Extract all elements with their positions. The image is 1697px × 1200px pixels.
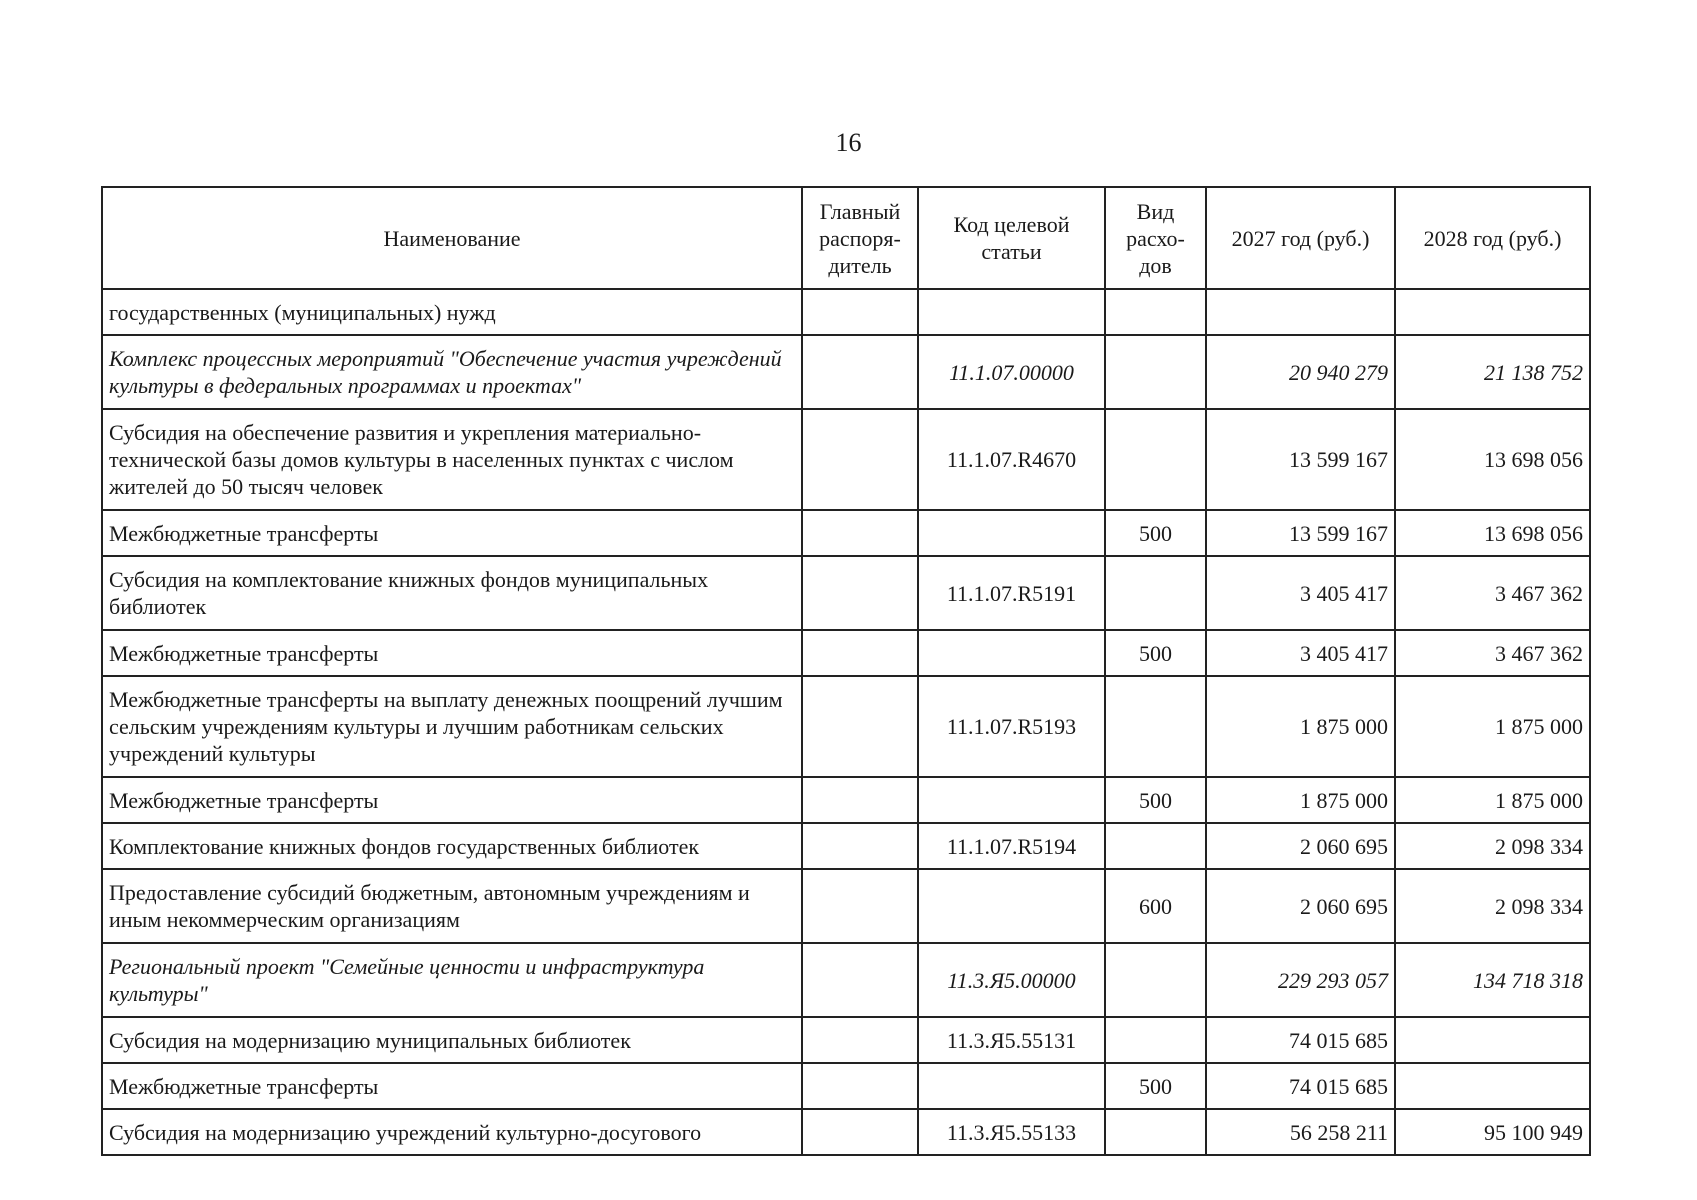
table-row	[102, 1063, 1590, 1109]
cell-name: Межбюджетные трансферты на выплату денежных поощрений лучшим сельским учреждениям культуры и лучшим работникам сельских учреждений культуры	[102, 676, 802, 777]
header-2028: 2028 год (руб.)	[1395, 187, 1590, 289]
cell-kind	[1105, 335, 1206, 409]
cell-2028: 21 138 752	[1395, 335, 1590, 409]
cell-kind	[1105, 409, 1206, 510]
cell-kind	[1105, 1109, 1206, 1155]
table-row	[102, 335, 1590, 409]
cell-manager	[802, 289, 918, 335]
table-row	[102, 289, 1590, 335]
cell-2027: 56 258 211	[1206, 1109, 1395, 1155]
cell-name: Субсидия на модернизацию муниципальных библиотек	[102, 1017, 802, 1063]
cell-2027: 20 940 279	[1206, 335, 1395, 409]
cell-2027: 3 405 417	[1206, 630, 1395, 676]
table-row	[102, 676, 1590, 777]
cell-manager	[802, 777, 918, 823]
cell-name: Межбюджетные трансферты	[102, 1063, 802, 1109]
cell-name: государственных (муниципальных) нужд	[102, 289, 802, 335]
table-row	[102, 777, 1590, 823]
cell-2027: 13 599 167	[1206, 409, 1395, 510]
table-row	[102, 1017, 1590, 1063]
header-2027: 2027 год (руб.)	[1206, 187, 1395, 289]
header-code: Код целевой статьи	[918, 187, 1105, 289]
cell-kind	[1105, 289, 1206, 335]
cell-name: Субсидия на комплектование книжных фондов муниципальных библиотек	[102, 556, 802, 630]
cell-2028: 95 100 949	[1395, 1109, 1590, 1155]
cell-name: Межбюджетные трансферты	[102, 510, 802, 556]
cell-manager	[802, 1063, 918, 1109]
cell-2028: 1 875 000	[1395, 777, 1590, 823]
cell-2027: 74 015 685	[1206, 1017, 1395, 1063]
cell-2027: 1 875 000	[1206, 777, 1395, 823]
cell-manager	[802, 510, 918, 556]
cell-2027	[1206, 289, 1395, 335]
cell-2027: 3 405 417	[1206, 556, 1395, 630]
cell-manager	[802, 409, 918, 510]
cell-code: 11.3.Я5.55131	[918, 1017, 1105, 1063]
cell-2028: 13 698 056	[1395, 409, 1590, 510]
cell-name: Межбюджетные трансферты	[102, 777, 802, 823]
cell-2028: 3 467 362	[1395, 556, 1590, 630]
header-name: Наименование	[102, 187, 802, 289]
header-kind: Вид расхо-дов	[1105, 187, 1206, 289]
cell-kind: 600	[1105, 869, 1206, 943]
cell-code: 11.1.07.R5194	[918, 823, 1105, 869]
page-number: 16	[835, 128, 862, 157]
table-row	[102, 823, 1590, 869]
cell-code	[918, 869, 1105, 943]
cell-kind: 500	[1105, 630, 1206, 676]
cell-2028	[1395, 1063, 1590, 1109]
cell-2028: 2 098 334	[1395, 823, 1590, 869]
cell-name: Межбюджетные трансферты	[102, 630, 802, 676]
cell-name: Комплектование книжных фондов государственных библиотек	[102, 823, 802, 869]
cell-manager	[802, 1109, 918, 1155]
cell-manager	[802, 335, 918, 409]
cell-name: Региональный проект "Семейные ценности и инфраструктура культуры"	[102, 943, 802, 1017]
cell-2028: 2 098 334	[1395, 869, 1590, 943]
cell-2027: 74 015 685	[1206, 1063, 1395, 1109]
cell-manager	[802, 869, 918, 943]
cell-kind: 500	[1105, 510, 1206, 556]
cell-kind	[1105, 823, 1206, 869]
cell-2027: 1 875 000	[1206, 676, 1395, 777]
cell-code: 11.3.Я5.55133	[918, 1109, 1105, 1155]
cell-code	[918, 630, 1105, 676]
cell-manager	[802, 556, 918, 630]
cell-name: Субсидия на модернизацию учреждений культурно-досугового	[102, 1109, 802, 1155]
cell-kind: 500	[1105, 1063, 1206, 1109]
cell-code: 11.1.07.00000	[918, 335, 1105, 409]
cell-code	[918, 777, 1105, 823]
table-row	[102, 630, 1590, 676]
table-row	[102, 510, 1590, 556]
table-row	[102, 409, 1590, 510]
cell-name: Комплекс процессных мероприятий "Обеспечение участия учреждений культуры в федеральных программах и проектах"	[102, 335, 802, 409]
header-manager: Главный распоря-дитель	[802, 187, 918, 289]
cell-manager	[802, 676, 918, 777]
cell-manager	[802, 943, 918, 1017]
table-row	[102, 556, 1590, 630]
cell-kind	[1105, 556, 1206, 630]
cell-2028: 3 467 362	[1395, 630, 1590, 676]
cell-kind: 500	[1105, 777, 1206, 823]
cell-code	[918, 510, 1105, 556]
cell-2027: 2 060 695	[1206, 869, 1395, 943]
cell-2028	[1395, 289, 1590, 335]
cell-code: 11.3.Я5.00000	[918, 943, 1105, 1017]
cell-manager	[802, 630, 918, 676]
cell-manager	[802, 1017, 918, 1063]
cell-2028: 134 718 318	[1395, 943, 1590, 1017]
cell-2028: 1 875 000	[1395, 676, 1590, 777]
cell-2028: 13 698 056	[1395, 510, 1590, 556]
cell-code: 11.1.07.R5191	[918, 556, 1105, 630]
cell-code	[918, 1063, 1105, 1109]
cell-code: 11.1.07.R4670	[918, 409, 1105, 510]
cell-2027: 2 060 695	[1206, 823, 1395, 869]
cell-2027: 13 599 167	[1206, 510, 1395, 556]
cell-code: 11.1.07.R5193	[918, 676, 1105, 777]
table-row	[102, 943, 1590, 1017]
cell-2028	[1395, 1017, 1590, 1063]
table-row	[102, 869, 1590, 943]
cell-2027: 229 293 057	[1206, 943, 1395, 1017]
table-row	[102, 1109, 1590, 1155]
budget-table	[101, 186, 1591, 1156]
cell-kind	[1105, 676, 1206, 777]
table-header-row	[102, 187, 1590, 289]
cell-kind	[1105, 1017, 1206, 1063]
cell-code	[918, 289, 1105, 335]
cell-kind	[1105, 943, 1206, 1017]
cell-name: Предоставление субсидий бюджетным, автономным учреждениям и иным некоммерческим организациям	[102, 869, 802, 943]
cell-name: Субсидия на обеспечение развития и укрепления материально-технической базы домов культуры в населенных пунктах с числом жителей до 50 тысяч человек	[102, 409, 802, 510]
table-body	[102, 289, 1590, 1155]
cell-manager	[802, 823, 918, 869]
